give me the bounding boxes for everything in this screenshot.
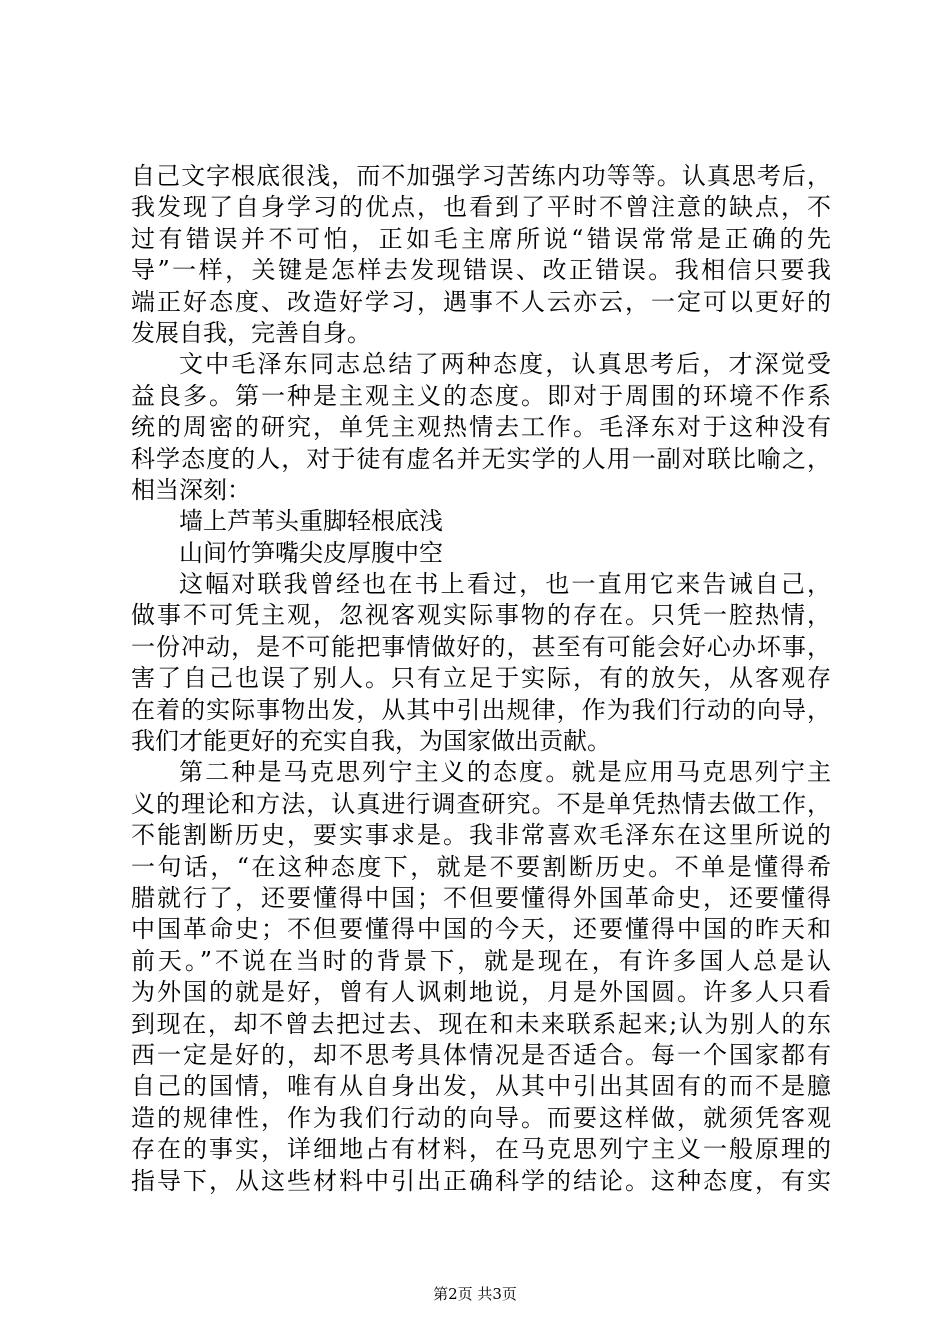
text-line: 到现在，却不曾去把过去、现在和未来联系起来;认为别人的东: [131, 1009, 831, 1038]
couplet-line: 山间竹笋嘴尖皮厚腹中空: [179, 538, 443, 567]
text-line: 益良多。第一种是主观主义的态度。即对于周围的环境不作系: [131, 381, 831, 410]
text-line: 科学态度的人，对于徒有虚名并无实学的人用一副对联比喻之，: [131, 444, 831, 473]
text-line: 前天。”不说在当时的背景下，就是现在，有许多国人总是认: [131, 946, 831, 975]
text-line: 我们才能更好的充实自我，为国家做出贡献。: [131, 727, 611, 756]
text-line: 做事不可凭主观，忽视客观实际事物的存在。只凭一腔热情，: [131, 601, 831, 630]
text-line: 指导下，从这些材料中引出正确科学的结论。这种态度，有实: [131, 1166, 831, 1195]
text-line: 腊就行了，还要懂得中国；不但要懂得外国革命史，还要懂得: [131, 883, 831, 912]
text-line: 一句话，“在这种态度下，就是不要割断历史。不单是懂得希: [131, 852, 831, 881]
text-line: 在着的实际事物出发，从其中引出规律，作为我们行动的向导，: [131, 695, 831, 724]
text-line: 为外国的就是好，曾有人讽刺地说，月是外国圆。许多人只看: [131, 978, 831, 1007]
text-line: 这幅对联我曾经也在书上看过，也一直用它来告诫自己，: [179, 570, 831, 599]
text-line: 存在的事实，详细地占有材料，在马克思列宁主义一般原理的: [131, 1135, 831, 1164]
text-line: 自己的国情，唯有从自身出发，从其中引出其固有的而不是臆: [131, 1072, 831, 1101]
text-line: 中国革命史；不但要懂得中国的今天，还要懂得中国的昨天和: [131, 915, 831, 944]
text-line: 不能割断历史，要实事求是。我非常喜欢毛泽东在这里所说的: [131, 821, 831, 850]
text-line: 过有错误并不可怕，正如毛主席所说“错误常常是正确的先: [131, 224, 831, 253]
text-line: 发展自我，完善自身。: [131, 318, 371, 347]
page-number-footer: 第2页 共3页: [433, 1285, 517, 1303]
text-line: 义的理论和方法，认真进行调查研究。不是单凭热情去做工作，: [131, 789, 831, 818]
text-line: 造的规律性，作为我们行动的向导。而要这样做，就须凭客观: [131, 1103, 831, 1132]
text-line: 相当深刻：: [131, 475, 251, 504]
text-line: 害了自己也误了别人。只有立足于实际，有的放矢，从客观存: [131, 664, 831, 693]
text-line: 文中毛泽东同志总结了两种态度，认真思考后，才深觉受: [179, 350, 831, 379]
text-line: 端正好态度、改造好学习，遇事不人云亦云，一定可以更好的: [131, 287, 831, 316]
document-body: [131, 161, 831, 1197]
text-line: 西一定是好的，却不思考具体情况是否适合。每一个国家都有: [131, 1040, 831, 1069]
text-line: 统的周密的研究，单凭主观热情去工作。毛泽东对于这种没有: [131, 413, 831, 442]
couplet-line: 墙上芦苇头重脚轻根底浅: [179, 507, 443, 536]
text-line: 导”一样，关键是怎样去发现错误、改正错误。我相信只要我: [131, 256, 831, 285]
text-line: 第二种是马克思列宁主义的态度。就是应用马克思列宁主: [179, 758, 831, 787]
text-line: 我发现了自身学习的优点，也看到了平时不曾注意的缺点，不: [131, 193, 831, 222]
text-line: 自己文字根底很浅，而不加强学习苦练内功等等。认真思考后，: [131, 162, 831, 190]
text-line: 一份冲动，是不可能把事情做好的，甚至有可能会好心办坏事，: [131, 632, 831, 661]
